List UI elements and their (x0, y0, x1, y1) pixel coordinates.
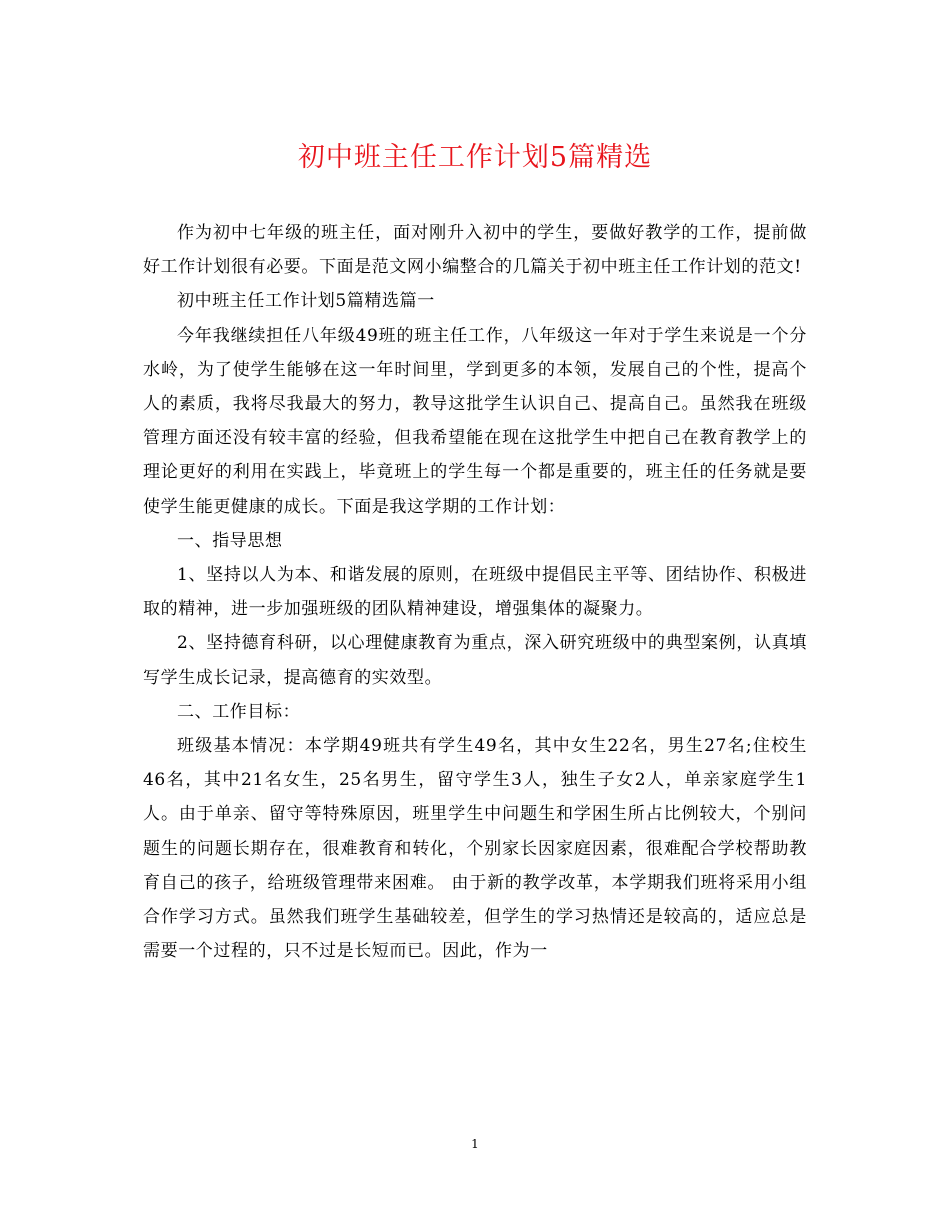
section-heading-work-goals: 二、工作目标： (177, 701, 301, 722)
body-paragraph-class-situation: 班级基本情况：本学期49班共有学生49名，其中女生22名，男生27名;住校生46名，其中21名女生，25名男生，留守学生3人，独生子女2人，单亲家庭学生1人。由于单亲、留守等特殊原因，班里学生中问题生和学困生所占比例较大，个别问题生的问题长期存在，很难教育和转化，个别家长因家庭因素，很难配合学校帮助教育自己的孩子，给班级管理带来困难。 由于新的教学改革，本学期我们班将采用小组合作学习方式。虽然我们班学生基础较差，但学生的学习热情还是较高的，适应总是需要一个过程的，只不过是长短而已。因此，作为一 (143, 736, 807, 962)
document-title: 初中班主任工作计划5篇精选 (297, 142, 653, 173)
section-heading-part-one: 初中班主任工作计划5篇精选篇一 (177, 291, 435, 312)
list-item-1: 1、坚持以人为本、和谐发展的原则，在班级中提倡民主平等、团结协作、积极进取的精神，进一步加强班级的团队精神建设，增强集体的凝聚力。 (143, 565, 807, 620)
intro-paragraph: 作为初中七年级的班主任，面对刚升入初中的学生，要做好教学的工作，提前做好工作计划很有必要。下面是范文网小编整合的几篇关于初中班主任工作计划的范文! (143, 223, 807, 278)
section-heading-guiding-ideology: 一、指导思想 (177, 530, 283, 551)
list-item-2: 2、坚持德育科研，以心理健康教育为重点，深入研究班级中的典型案例，认真填写学生成长记录，提高德育的实效型。 (143, 633, 807, 688)
page-number: 1 (471, 1137, 479, 1151)
document-body (143, 216, 807, 968)
body-paragraph: 今年我继续担任八年级49班的班主任工作，八年级这一年对于学生来说是一个分水岭，为了使学生能够在这一年时间里，学到更多的本领，发展自己的个性，提高个人的素质，我将尽我最大的努力，教导这批学生认识自己、提高自己。虽然我在班级管理方面还没有较丰富的经验，但我希望能在现在这批学生中把自己在教育教学上的理论更好的利用在实践上，毕竟班上的学生每一个都是重要的，班主任的任务就是要使学生能更健康的成长。下面是我这学期的工作计划： (143, 325, 807, 517)
